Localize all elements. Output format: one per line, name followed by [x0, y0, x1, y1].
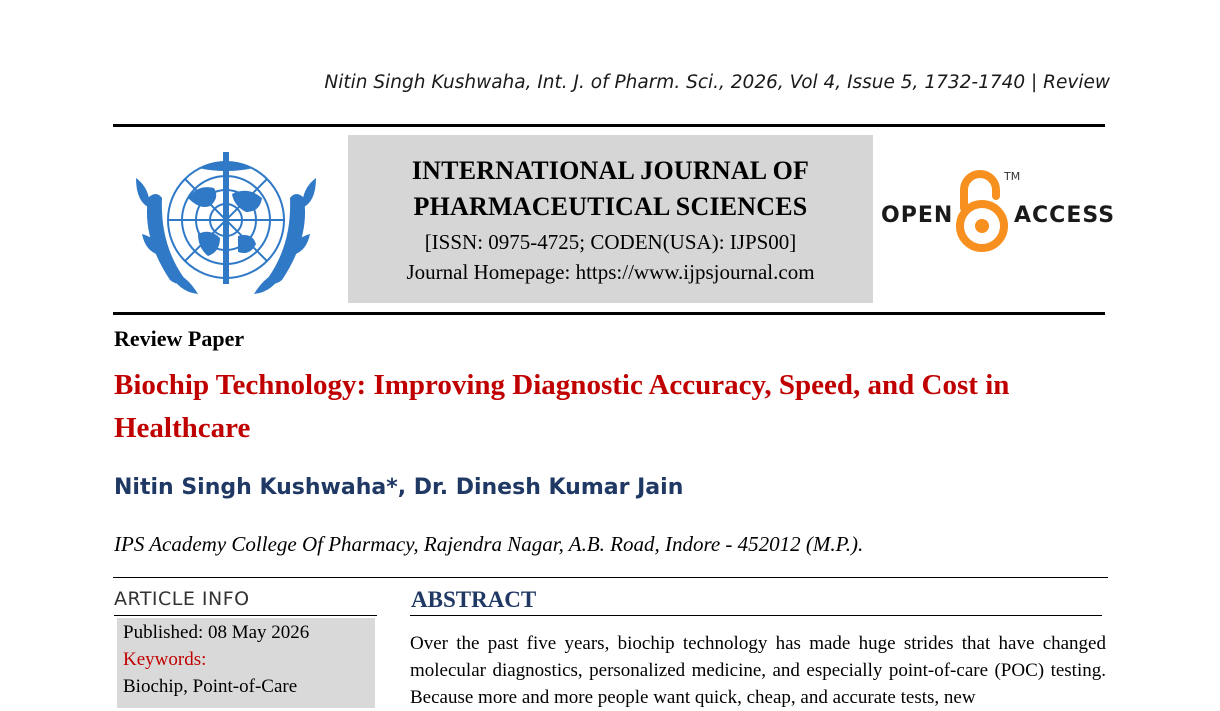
author-affiliation: IPS Academy College Of Pharmacy, Rajendra Nagar, A.B. Road, Indore - 452012 (M.P.). — [114, 532, 864, 556]
open-access-access-text: ACCESS — [1014, 203, 1116, 228]
open-access-logo — [880, 168, 1116, 252]
abstract-text: Over the past five years, biochip technology has made huge strides that have changed molecular diagnostics, personalized medicine, and especially point-of-care (POC) testing. Because more and more people want quick, cheap, and accurate tests, new — [410, 633, 1106, 708]
top-rule — [113, 124, 1105, 127]
keywords-label: Keywords: — [123, 649, 207, 670]
journal-name-line1: INTERNATIONAL JOURNAL OF — [411, 156, 810, 185]
abstract-heading: ABSTRACT — [411, 587, 537, 612]
paper-type: Review Paper — [114, 326, 245, 351]
published-date: Published: 08 May 2026 — [123, 622, 310, 643]
paper-authors: Nitin Singh Kushwaha*, Dr. Dinesh Kumar Jain — [114, 475, 684, 500]
open-access-open-text: OPEN — [881, 203, 954, 228]
journal-masthead — [348, 135, 873, 303]
article-info-rule — [114, 615, 377, 616]
citation-header: Nitin Singh Kushwaha, Int. J. of Pharm. Sci., 2026, Vol 4, Issue 5, 1732-1740 | Review — [324, 72, 1110, 93]
keywords-value: Biochip, Point-of-Care — [123, 676, 298, 697]
paper-title: Biochip Technology: Improving Diagnostic Accuracy, Speed, and Cost in Healthcare — [114, 369, 1010, 444]
abstract-rule — [410, 615, 1102, 616]
journal-homepage: Journal Homepage: https://www.ijpsjournal.com — [406, 260, 815, 284]
masthead-bottom-rule — [113, 312, 1105, 315]
open-lock-icon — [954, 168, 1010, 252]
section-divider — [113, 577, 1108, 578]
un-emblem-icon — [128, 138, 324, 306]
trademark-mark: TM — [1004, 170, 1021, 183]
article-info-heading: ARTICLE INFO — [114, 588, 250, 610]
journal-issn: [ISSN: 0975-4725; CODEN(USA): IJPS00] — [424, 230, 797, 254]
journal-name-line2: PHARMACEUTICAL SCIENCES — [413, 192, 808, 221]
